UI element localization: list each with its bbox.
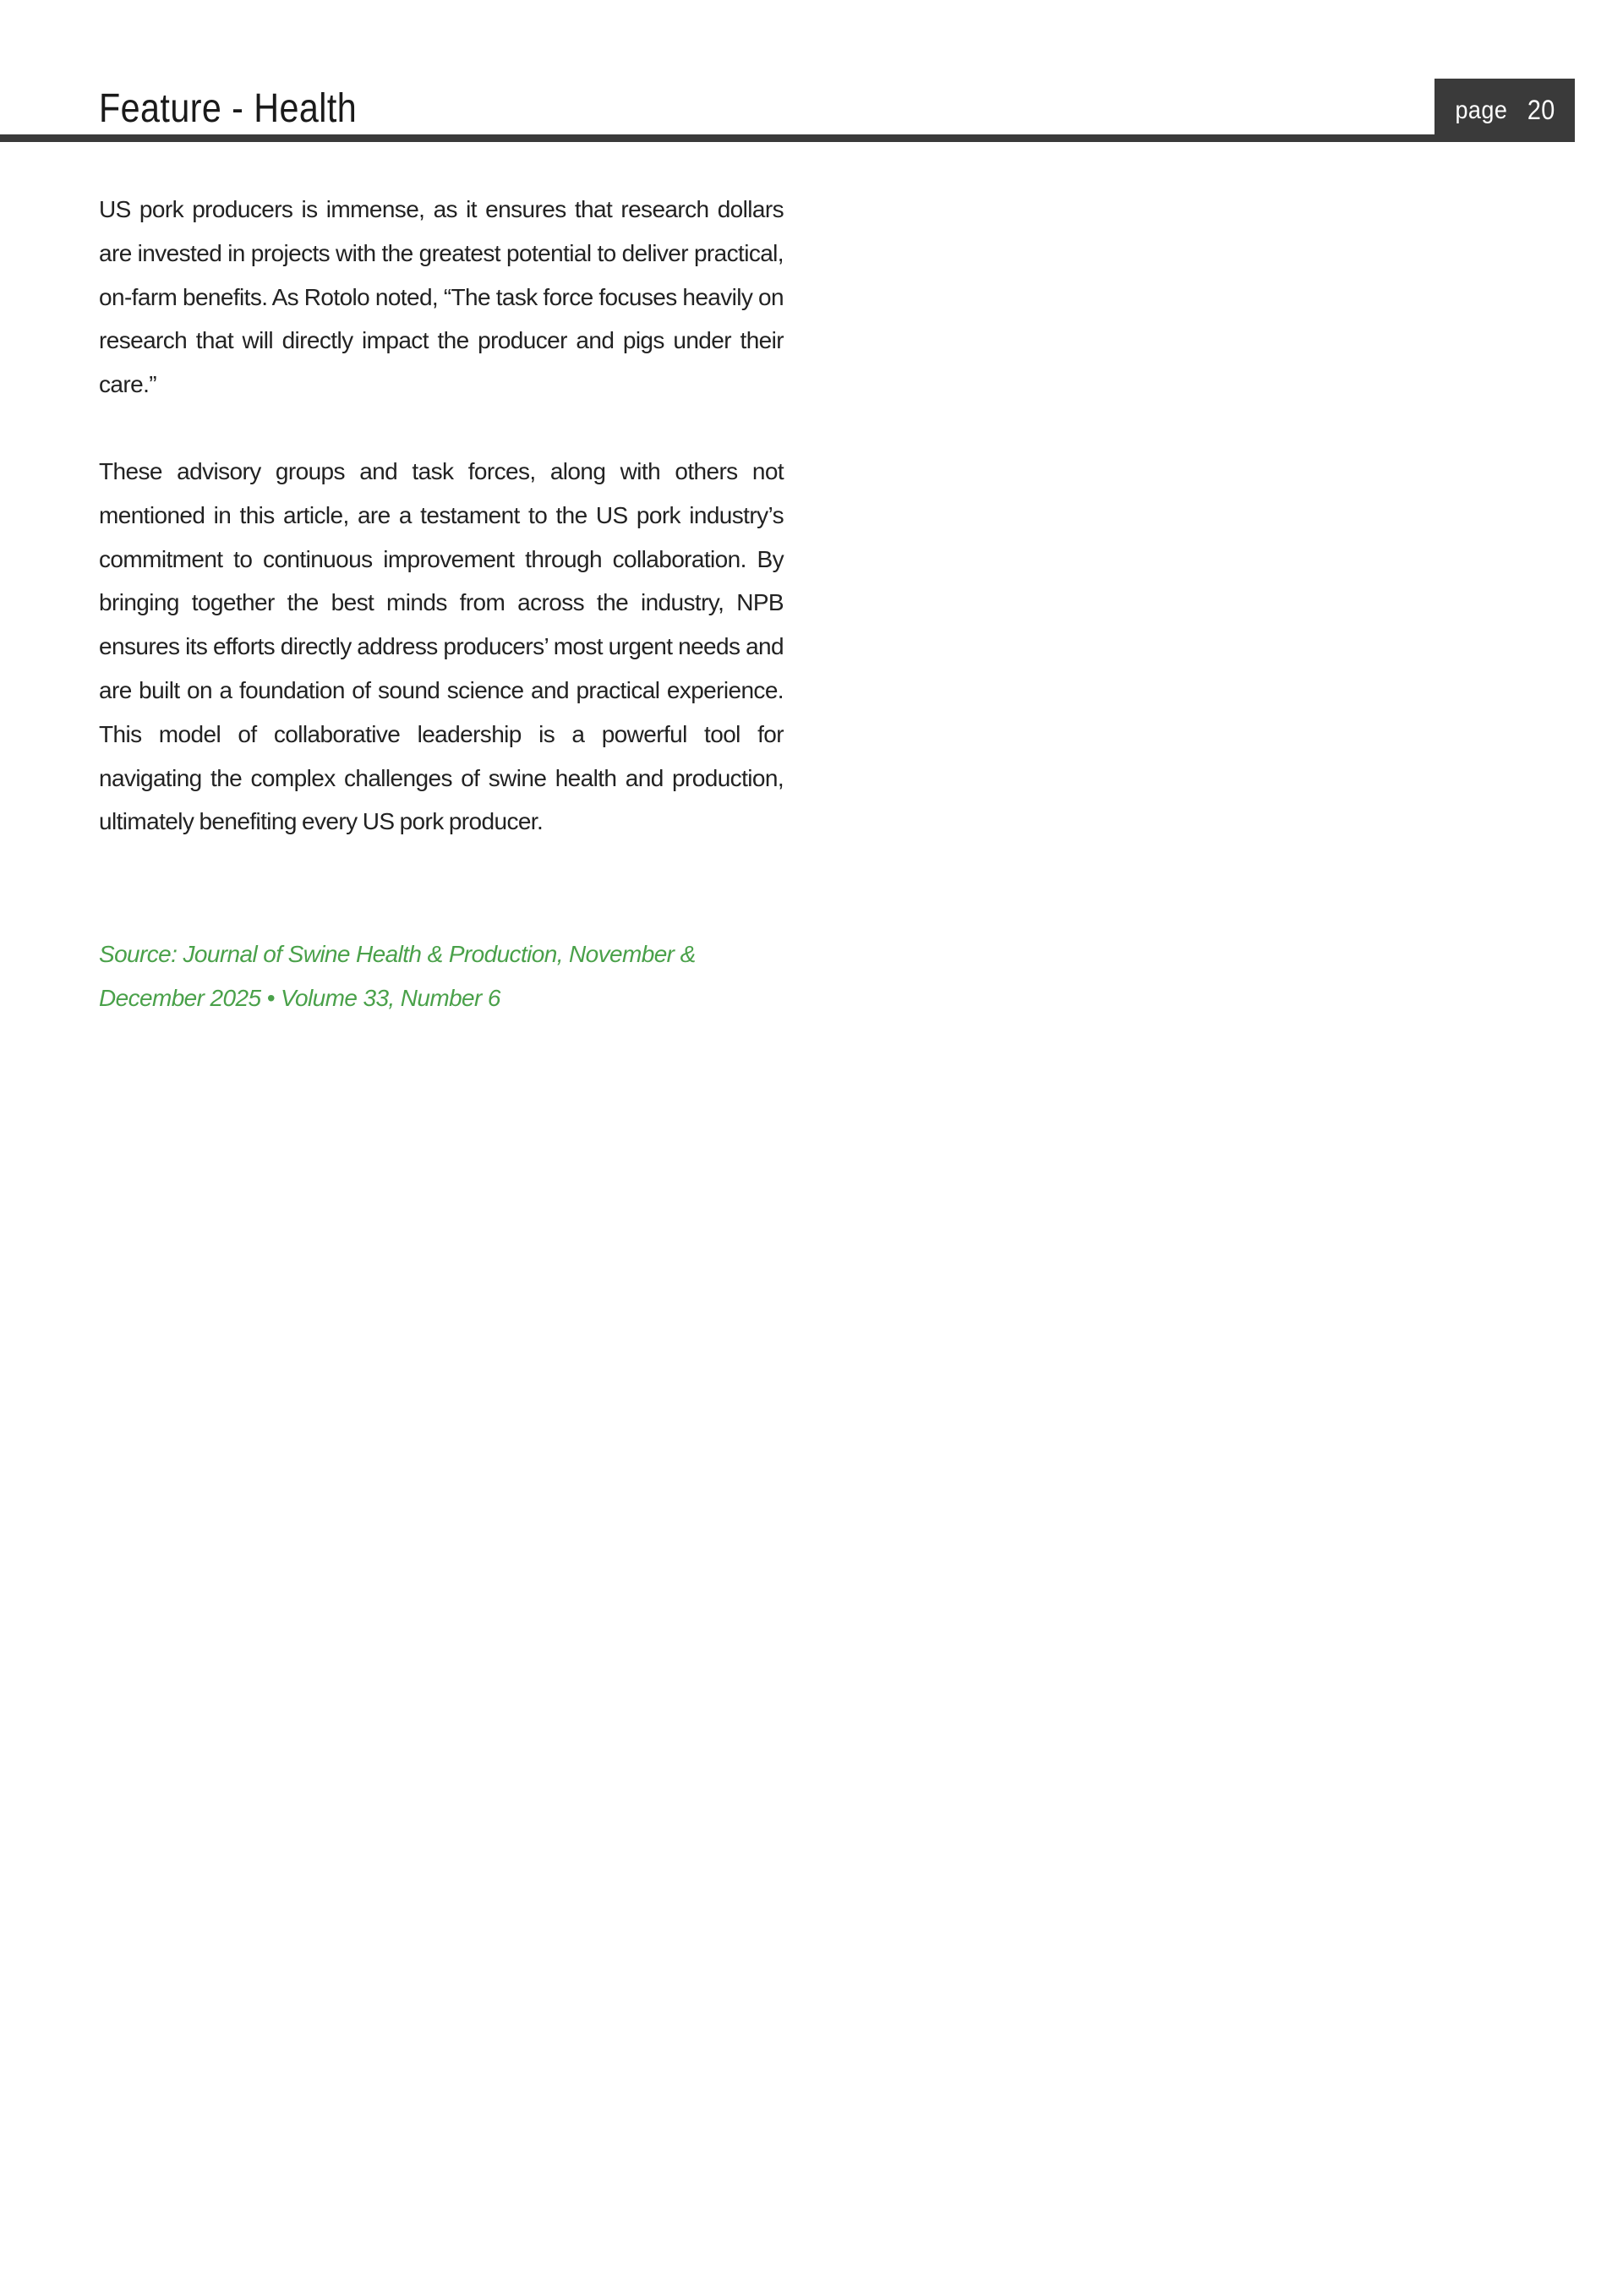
body-paragraph: US pork producers is immense, as it ensures that research dollars are invested in projects with the greatest potential to deliver practical, on-farm benefits. As Rotolo noted, “The task force focuses heavily on research that will directly impact the producer and pigs under their care.”: [99, 196, 784, 398]
page-number: 20: [1527, 95, 1555, 125]
body-paragraph: These advisory groups and task forces, along with others not mentioned in this article, are a testament to the US pork industry’s commitment to continuous improvement through collaboration. By bringing together the best minds from across the industry, NPB ensures its efforts directly address producers’ most urgent needs and are built on a foundation of sound science and practical experience. This model of collaborative leadership is a powerful tool for navigating the complex challenges of swine health and production, ultimately benefiting every US pork producer.: [99, 457, 784, 835]
source-citation: Source: Journal of Swine Health & Production, November & December 2025 • Volume 33, Number 6: [99, 941, 696, 1011]
header-rule: [0, 134, 1575, 142]
page-number-tab: [1434, 79, 1575, 142]
page-label: page: [1455, 96, 1508, 124]
section-title: Feature - Health: [99, 86, 358, 131]
article-column: [99, 188, 784, 887]
